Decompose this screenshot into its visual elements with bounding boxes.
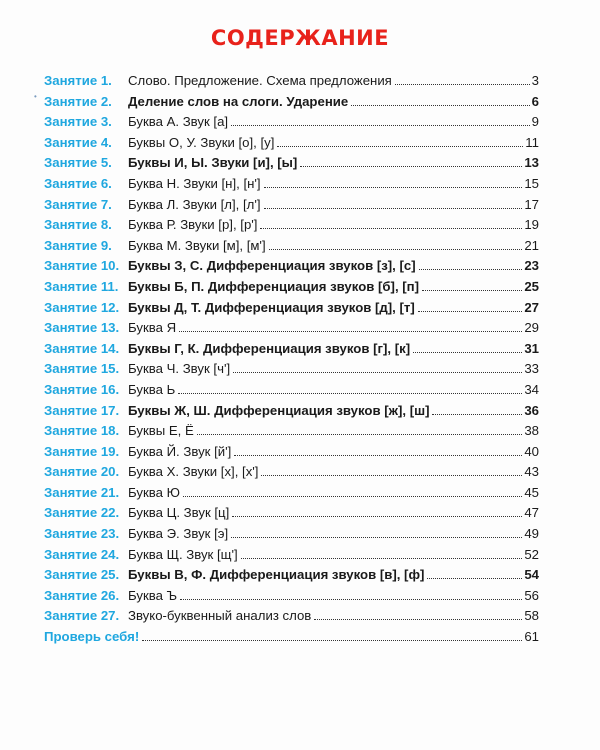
toc-check-label: Проверь себя!: [44, 629, 140, 645]
toc-entry[interactable]: [44, 505, 539, 526]
toc-entry[interactable]: [44, 176, 539, 197]
toc-lesson-number: Занятие 18.: [44, 423, 120, 439]
toc-dot-leader: [231, 125, 530, 126]
toc-lesson-number: Занятие 3.: [44, 114, 112, 130]
toc-topic: Буква Р. Звуки [р], [р']: [128, 217, 258, 233]
toc-page-number: 11: [525, 134, 539, 150]
toc-entry[interactable]: [44, 114, 539, 135]
toc-entry[interactable]: [44, 300, 539, 321]
toc-dot-leader: [300, 166, 522, 167]
toc-page-number: 31: [524, 340, 539, 356]
toc-page-number: 47: [524, 505, 539, 521]
toc-entry[interactable]: [44, 464, 539, 485]
toc-lesson-number: Занятие 22.: [44, 505, 120, 521]
toc-topic: Буква Х. Звуки [х], [х']: [128, 464, 259, 480]
toc-topic: Буква Й. Звук [й']: [128, 443, 232, 459]
toc-dot-leader: [142, 640, 522, 641]
toc-topic: Звуко-буквенный анализ слов: [128, 608, 312, 624]
toc-lesson-number: Занятие 8.: [44, 217, 112, 233]
toc-page-number: 54: [524, 567, 539, 583]
toc-entry[interactable]: [44, 423, 539, 444]
toc-lesson-number: Занятие 12.: [44, 299, 120, 315]
toc-topic: Буква М. Звуки [м], [м']: [128, 237, 266, 253]
toc-page-number: 61: [524, 629, 539, 645]
toc-lesson-number: Занятие 4.: [44, 134, 112, 150]
toc-topic: Буква Э. Звук [э]: [128, 526, 229, 542]
toc-entry[interactable]: [44, 238, 539, 259]
toc-dot-leader: [419, 269, 523, 270]
toc-dot-leader: [277, 146, 523, 147]
table-of-contents: [44, 73, 539, 650]
toc-page-number: 19: [524, 217, 539, 233]
toc-entry[interactable]: [44, 217, 539, 238]
toc-entry[interactable]: [44, 197, 539, 218]
toc-page-number: 9: [531, 114, 539, 130]
toc-entry[interactable]: [44, 279, 539, 300]
toc-page-number: 23: [524, 258, 539, 274]
toc-dot-leader: [395, 84, 530, 85]
toc-topic: Деление слов на слоги. Ударение: [128, 93, 349, 109]
toc-lesson-number: Занятие 11.: [44, 278, 119, 294]
toc-topic: Буква Н. Звуки [н], [н']: [128, 175, 261, 191]
toc-topic: Буква Л. Звуки [л], [л']: [128, 196, 261, 212]
toc-page-number: 34: [524, 381, 539, 397]
toc-lesson-number: Занятие 10.: [44, 258, 120, 274]
toc-topic: Буква Ъ: [128, 587, 178, 603]
toc-entry[interactable]: [44, 258, 539, 279]
toc-topic: Буквы Ж, Ш. Дифференциация звуков [ж], [ш]: [128, 402, 430, 418]
toc-lesson-number: Занятие 9.: [44, 237, 112, 253]
toc-topic: Слово. Предложение. Схема предложения: [128, 73, 392, 88]
toc-dot-leader: [260, 228, 522, 229]
toc-page-number: 25: [524, 278, 539, 294]
toc-dot-leader: [180, 599, 522, 600]
margin-bullet-mark: •: [34, 92, 37, 101]
toc-topic: Буква А. Звук [а]: [128, 114, 229, 130]
toc-dot-leader: [179, 331, 522, 332]
toc-lesson-number: Занятие 17.: [44, 402, 120, 418]
toc-topic: Буква Ц. Звук [ц]: [128, 505, 230, 521]
toc-lesson-number: Занятие 14.: [44, 340, 120, 356]
toc-entry[interactable]: [44, 135, 539, 156]
toc-dot-leader: [314, 619, 522, 620]
toc-lesson-number: Занятие 26.: [44, 587, 120, 603]
toc-page-number: 13: [524, 155, 539, 171]
toc-lesson-number: Занятие 25.: [44, 567, 120, 583]
toc-lesson-number: Занятие 13.: [44, 320, 120, 336]
toc-page-number: 6: [531, 93, 539, 109]
toc-lesson-number: Занятие 21.: [44, 484, 120, 500]
toc-page-number: 21: [524, 237, 539, 253]
toc-dot-leader: [234, 455, 522, 456]
toc-page-number: 36: [524, 402, 539, 418]
toc-lesson-number: Занятие 20.: [44, 464, 120, 480]
toc-lesson-number: Занятие 16.: [44, 381, 120, 397]
toc-page-number: 49: [524, 526, 539, 542]
toc-lesson-number: Занятие 27.: [44, 608, 120, 624]
toc-entry[interactable]: [44, 567, 539, 588]
toc-lesson-number: Занятие 5.: [44, 155, 112, 171]
toc-dot-leader: [264, 208, 523, 209]
toc-entry[interactable]: [44, 73, 539, 94]
toc-dot-leader: [427, 578, 522, 579]
toc-dot-leader: [422, 290, 522, 291]
toc-dot-leader: [197, 434, 523, 435]
toc-page-number: 17: [524, 196, 539, 212]
toc-dot-leader: [232, 516, 522, 517]
toc-entry-check-yourself[interactable]: [44, 629, 539, 650]
toc-page-number: 52: [524, 546, 539, 562]
toc-entry[interactable]: [44, 547, 539, 568]
toc-dot-leader: [351, 105, 529, 106]
toc-topic: Буквы И, Ы. Звуки [и], [ы]: [128, 155, 298, 171]
toc-dot-leader: [178, 393, 522, 394]
toc-page-number: 33: [524, 361, 539, 377]
toc-entry[interactable]: [44, 403, 539, 424]
toc-entry[interactable]: [44, 94, 539, 115]
toc-page-number: 27: [524, 299, 539, 315]
toc-entry[interactable]: [44, 485, 539, 506]
toc-dot-leader: [241, 558, 523, 559]
toc-page-number: 38: [524, 423, 539, 439]
toc-entry[interactable]: [44, 382, 539, 403]
toc-lesson-number: Занятие 6.: [44, 175, 112, 191]
toc-page-number: 40: [524, 443, 539, 459]
toc-entry[interactable]: [44, 361, 539, 382]
toc-entry[interactable]: [44, 155, 539, 176]
toc-entry[interactable]: [44, 320, 539, 341]
toc-dot-leader: [261, 475, 522, 476]
toc-page-number: 15: [524, 175, 539, 191]
toc-dot-leader: [264, 187, 523, 188]
toc-dot-leader: [413, 352, 522, 353]
toc-page-number: 45: [524, 484, 539, 500]
toc-lesson-number: Занятие 19.: [44, 443, 120, 459]
toc-topic: Буквы Б, П. Дифференциация звуков [б], [п]: [128, 278, 420, 294]
toc-page-number: 56: [524, 587, 539, 603]
toc-dot-leader: [231, 537, 522, 538]
toc-lesson-number: Занятие 24.: [44, 546, 120, 562]
toc-topic: Буквы Е, Ё: [128, 423, 194, 439]
toc-topic: Буквы О, У. Звуки [о], [у]: [128, 134, 275, 150]
toc-topic: Буквы Г, К. Дифференциация звуков [г], [к]: [128, 340, 411, 356]
toc-topic: Буква Ю: [128, 484, 180, 500]
page-title: СОДЕРЖАНИЕ: [210, 26, 390, 50]
toc-entry[interactable]: [44, 444, 539, 465]
toc-dot-leader: [183, 496, 522, 497]
toc-page-number: 58: [524, 608, 539, 624]
toc-topic: Буквы Д, Т. Дифференциация звуков [д], [т]: [128, 299, 415, 315]
toc-page-number: 29: [524, 320, 539, 336]
toc-lesson-number: Занятие 15.: [44, 361, 120, 377]
toc-page-number: 43: [524, 464, 539, 480]
toc-entry[interactable]: [44, 588, 539, 609]
toc-entry[interactable]: [44, 608, 539, 629]
toc-lesson-number: Занятие 23.: [44, 526, 120, 542]
toc-topic: Буквы З, С. Дифференциация звуков [з], [с]: [128, 258, 416, 274]
toc-lesson-number: Занятие 7.: [44, 196, 112, 212]
toc-dot-leader: [269, 249, 523, 250]
toc-page-number: 3: [531, 73, 539, 88]
toc-topic: Буква Я: [128, 320, 177, 336]
toc-dot-leader: [418, 311, 523, 312]
toc-entry[interactable]: [44, 526, 539, 547]
toc-lesson-number: Занятие 1.: [44, 73, 112, 88]
toc-topic: Буквы В, Ф. Дифференциация звуков [в], [ф]: [128, 567, 425, 583]
toc-dot-leader: [233, 372, 522, 373]
toc-topic: Буква Ч. Звук [ч']: [128, 361, 231, 377]
toc-dot-leader: [432, 414, 522, 415]
toc-topic: Буква Щ. Звук [щ']: [128, 546, 238, 562]
toc-topic: Буква Ь: [128, 381, 176, 397]
toc-lesson-number: Занятие 2.: [44, 93, 112, 109]
toc-entry[interactable]: [44, 341, 539, 362]
